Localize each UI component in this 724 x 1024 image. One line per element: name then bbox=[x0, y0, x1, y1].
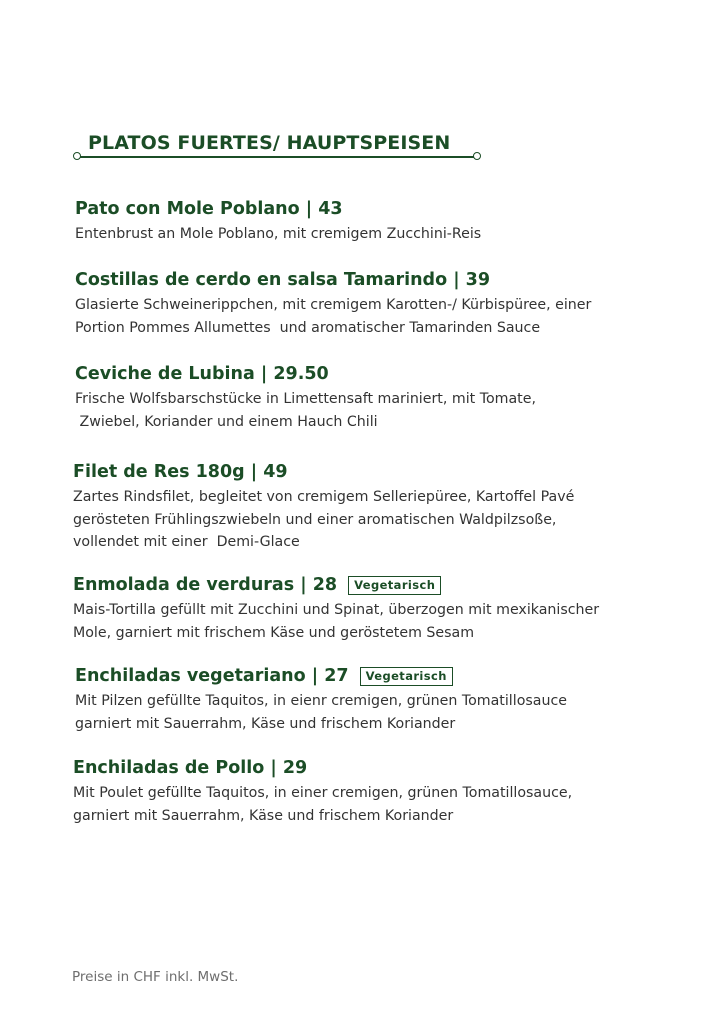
menu-item-costillas bbox=[75, 268, 591, 339]
dish-description: Frische Wolfsbarschstücke in Limettensaft mariniert, mit Tomate, Zwiebel, Koriander und einem Hauch Chili bbox=[75, 391, 536, 430]
dish-name: Enmolada de verduras | 28 bbox=[73, 575, 338, 595]
title-underline-right-dot bbox=[473, 152, 481, 160]
dish-description: Mais-Tortilla gefüllt mit Zucchini und Spinat, überzogen mit mexikanischer Mole, garniert mit frischem Käse und geröstetem Sesam bbox=[73, 602, 600, 641]
dish-description: Entenbrust an Mole Poblano, mit cremigem Zucchini-Reis bbox=[75, 226, 482, 242]
title-underline bbox=[78, 156, 478, 158]
dish-name: Enchiladas vegetariano | 27 bbox=[75, 666, 349, 686]
menu-item-filet bbox=[73, 460, 574, 554]
dish-description: Mit Pilzen gefüllte Taquitos, in eienr cremigen, grünen Tomatillosauce garniert mit Sauerrahm, Käse und frischem Koriander bbox=[75, 693, 567, 732]
dish-description: Glasierte Schweinerippchen, mit cremigem Karotten-/ Kürbispüree, einer Portion Pommes Allumettes und aromatischer Tamarinden Sauce bbox=[75, 297, 592, 336]
dish-name: Enchiladas de Pollo | 29 bbox=[73, 758, 308, 778]
dish-name: Pato con Mole Poblano | 43 bbox=[75, 199, 343, 219]
vegetarian-badge: Vegetarisch bbox=[348, 576, 441, 595]
dish-description: Zartes Rindsfilet, begleitet von cremigem Selleriepüree, Kartoffel Pavé gerösteten Frühlingszwiebeln und einer aromatischen Waldpilzsoße, vollendet mit einer Demi-Glace bbox=[73, 489, 575, 550]
vegetarian-badge: Vegetarisch bbox=[360, 667, 453, 686]
price-note: Preise in CHF inkl. MwSt. bbox=[72, 969, 239, 985]
menu-item-enmolada bbox=[73, 573, 599, 644]
menu-item-enchiladas-pollo bbox=[73, 756, 572, 827]
menu-item-enchiladas-vegetariano bbox=[75, 664, 567, 735]
dish-name: Costillas de cerdo en salsa Tamarindo | 39 bbox=[75, 270, 491, 290]
dish-name: Filet de Res 180g | 49 bbox=[73, 462, 288, 482]
menu-item-pato bbox=[75, 197, 481, 246]
dish-name: Ceviche de Lubina | 29.50 bbox=[75, 364, 329, 384]
menu-item-ceviche bbox=[75, 362, 536, 433]
dish-description: Mit Poulet gefüllte Taquitos, in einer cremigen, grünen Tomatillosauce, garniert mit Sauerrahm, Käse und frischem Koriander bbox=[73, 785, 573, 824]
section-title: PLATOS FUERTES/ HAUPTSPEISEN bbox=[88, 132, 451, 154]
title-underline-left-dot bbox=[73, 152, 81, 160]
